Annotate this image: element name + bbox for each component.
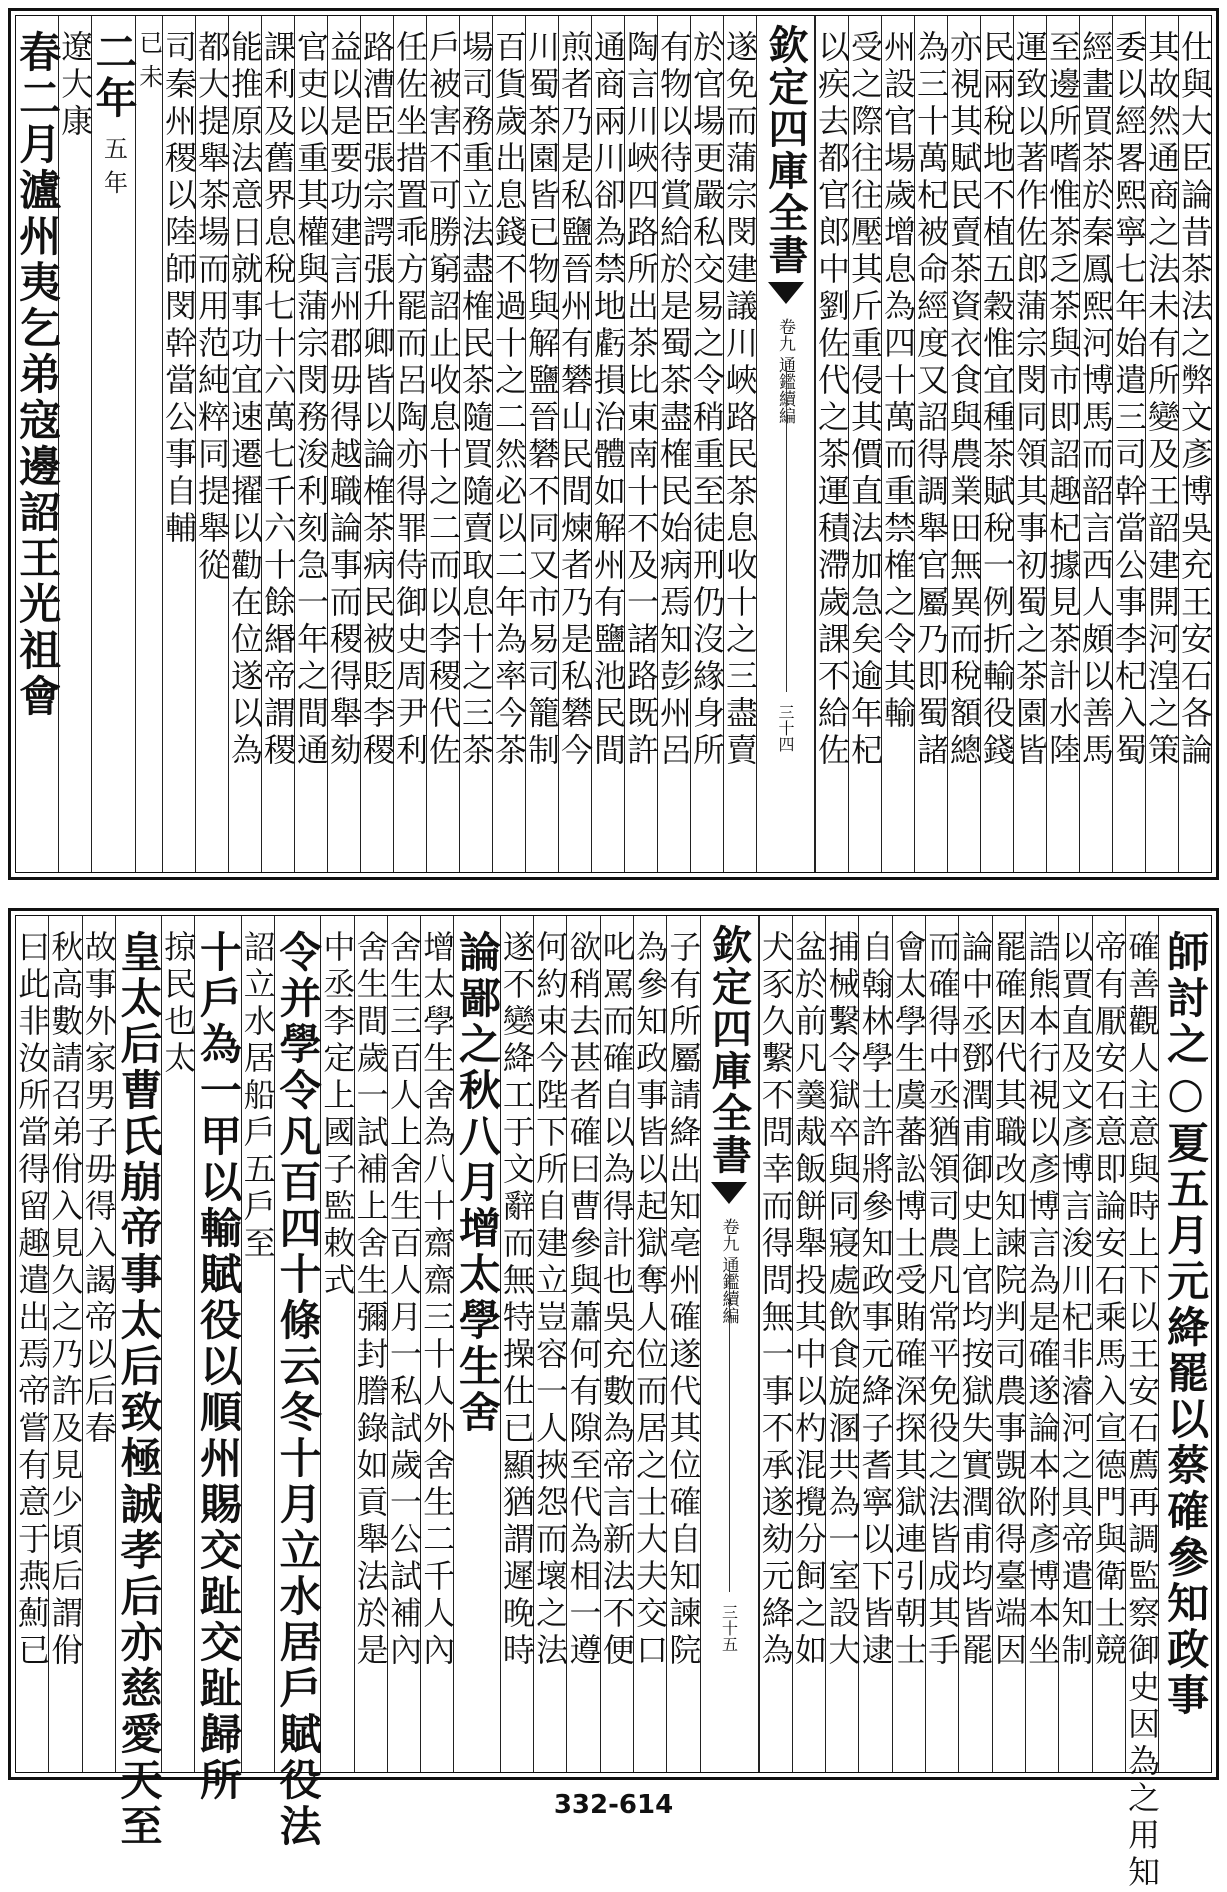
volume-label: 卷九	[718, 1218, 739, 1252]
text-column: 犬豕久繫不問幸而得問無一事不承遂劾元絳為	[759, 916, 792, 1772]
text-column: 中丞李定上國子監敕式	[320, 916, 353, 1772]
text-column: 亦視其賦民賣茶資衣食與農業田無異而稅額總	[947, 16, 980, 872]
text-column: 以賈直及文彥博言浚川杞非濬河之具帝遣知制	[1058, 916, 1091, 1772]
text-column: 為參知政事皆以起獄奪人位而居之士大夫交口	[633, 916, 666, 1772]
text-column: 有物以待賞給於是蜀茶盡榷民始病焉知彭州呂	[657, 16, 690, 872]
heading-column: 十戶為一甲以輸賦役以順州賜交趾交趾歸所	[194, 916, 240, 1772]
text-column: 運致以著作佐郎蒲宗閔同領其事初蜀之茶園皆	[1013, 16, 1046, 872]
text-column: 戶被害不可勝窮詔止收息十之二而以李稷代佐	[426, 16, 459, 872]
era-label: 五年	[99, 136, 128, 204]
text-column: 秋高數請召弟佾入見久之乃許及見少頃后謂佾	[48, 916, 81, 1772]
text-column: 經畫買茶於秦鳳熙河博馬而韶言西人頗以善馬	[1079, 16, 1112, 872]
heading-column	[13, 16, 63, 872]
entry-heading: 春二月瀘州夷乞弟寇邊詔王光祖會	[13, 30, 63, 720]
text-column: 任佐坐措置乖方罷而呂陶亦得罪侍御史周尹利	[393, 16, 426, 872]
text-column: 曰此非汝所當得留趣遣出焉帝嘗有意于燕薊已	[13, 930, 52, 1670]
text-column: 確善觀人主意與時上下以王安石薦再調監察御史因為之用知	[1125, 916, 1158, 1772]
year-column-corner: 已未	[135, 16, 162, 872]
text-column: 詔立水居船戶五戶至	[241, 916, 274, 1772]
folio-number: 三十五	[719, 1604, 739, 1652]
text-column: 於官場更嚴私交易之令稍重至徒刑仍沒緣身所	[690, 16, 723, 872]
text-column: 舍生三百人上舍生百人月一私試歲一公試補內	[387, 916, 420, 1772]
text-column: 川蜀茶園皆已物與解鹽晉礬不同又市易司籠制	[525, 16, 558, 872]
fish-tail-icon	[768, 282, 804, 304]
text-column: 而確得中丞猶領司農凡常平免役之法皆成其手	[925, 916, 958, 1772]
text-column: 會太學生虞蕃訟博士受賄確深探其獄連引朝士	[892, 916, 925, 1772]
text-column: 場司務重立法盡榷民茶隨買隨賣取息十之三茶	[459, 16, 492, 872]
text-column: 其故然通商之法未有所變及王韶建開河湟之策	[1145, 16, 1178, 872]
page-code: 332-614	[553, 1790, 674, 1820]
text-column: 益以是要功建言州郡毋得越職論事而稷得舉劾	[327, 16, 360, 872]
text-column: 能推原法意日就事功宜速遷擢以勸在位遂以為	[228, 16, 261, 872]
text-column: 民兩稅地不植五穀惟宜種茶賦稅一例折輸役錢	[980, 16, 1013, 872]
book-label: 通鑑續編	[775, 356, 795, 424]
heading-column: 論鄙之秋八月增太學生舍	[453, 916, 499, 1772]
text-column: 舍生間歲一試補上舍生彌封謄錄如貢舉法於是	[354, 916, 387, 1772]
book-label: 通鑑續編	[718, 1256, 739, 1324]
text-column: 自翰林學士許將參知政事元絳子耆寧以下皆逮	[858, 916, 891, 1772]
volume-label: 卷九	[775, 318, 795, 352]
text-column: 路漕臣張宗諤張升卿皆以論榷茶病民被貶李稷	[360, 16, 393, 872]
text-column: 州設官場歲增息為四十萬而重禁榷之令其輸	[881, 16, 914, 872]
text-column: 司秦州稷以陸師閔幹當公事自輔	[162, 16, 195, 872]
page-spine	[756, 16, 815, 872]
text-column: 受之際往往壓其斤重侵其價直法加急矣逾年杞	[848, 16, 881, 872]
text-column: 子有所屬請絳出知亳州確遂代其位確自知諫院	[666, 916, 699, 1772]
text-column: 捕械繫令獄卒與同寢處飲食旋溷共為一室設大	[825, 916, 858, 1772]
heading-column: 皇太后曹氏崩帝事太后致極誠孝后亦慈愛天至	[115, 916, 161, 1772]
text-column: 故事外家男子毋得入謁帝以后春	[82, 916, 115, 1772]
text-column: 為三十萬杞被命經度又詔得調舉官屬乃即蜀諸	[914, 16, 947, 872]
text-column: 誥熊本行視以彥博言為是確遂論本附彥博本坐	[1025, 916, 1058, 1772]
text-column: 至邊所嗜惟茶乏茶與市即詔趣杞據見茶計水陸	[1046, 16, 1079, 872]
text-column: 增太學生舍為八十齋齋三十人外舍生二千人內	[420, 916, 453, 1772]
text-column: 掠民也太	[161, 916, 194, 1772]
text-column: 通商兩川卻為禁地虧損治體如解州有鹽池民間	[591, 16, 624, 872]
text-column: 欲稍去甚者確曰曹參與蕭何有隙至代為相一遵	[566, 916, 599, 1772]
heading-column: 令并學令凡百四十條云冬十月立水居戶賦役法	[274, 916, 320, 1772]
year-label: 二年	[89, 30, 139, 122]
text-column: 盆於前凡羹胾飯餅舉投其中以杓混攪分飼之如	[792, 916, 825, 1772]
text-column: 煎者乃是私鹽晉州有礬山民間煉者乃是私礬今	[558, 16, 591, 872]
text-column: 百貨歲出息錢不過十之二然必以二年為率今茶	[492, 16, 525, 872]
text-column: 仕與大臣論昔茶法之弊文彥博吳充王安石各論	[1178, 16, 1211, 872]
era-column: 遼大康	[58, 16, 91, 872]
columns-top	[13, 16, 1214, 872]
text-column: 課利及舊界息稅七十六萬七千六十餘緡帝謂稷	[261, 16, 294, 872]
text-column: 何約束今陛下所自建立豈容一人挾怨而壞之法	[533, 916, 566, 1772]
text-column: 都大提舉茶場而用范純粹同提舉從	[195, 16, 228, 872]
folio-number: 三十四	[776, 704, 795, 752]
page-spine	[700, 916, 759, 1772]
text-column: 以疾去都官郎中劉佐代之茶運積滯歲課不給佐	[815, 16, 848, 872]
book-title: 欽定四庫全書	[762, 24, 809, 276]
year-column	[89, 16, 139, 872]
fish-tail-icon	[711, 1182, 747, 1204]
heading-column: 師討之○夏五月元絳罷以蔡確參知政事	[1158, 916, 1211, 1772]
text-column: 論中丞鄧潤甫御史上官均按獄失實潤甫均皆罷	[958, 916, 991, 1772]
text-column: 官吏以重其權與蒲宗閔務浚利刻急一年之間通	[294, 16, 327, 872]
text-column: 遂免而蒲宗閔建議川峽路民茶息收十之三盡賣	[723, 16, 756, 872]
text-column: 帝有厭安石意即論安石乘馬入宣德門與衛士競	[1092, 916, 1125, 1772]
text-column: 陶言川峽四路所出茶比東南十不及一諸路既許	[624, 16, 657, 872]
text-column: 委以經畧熙寧七年始遣三司幹當公事李杞入蜀	[1112, 16, 1145, 872]
book-title: 欽定四庫全書	[705, 924, 753, 1176]
text-column: 叱罵而確自以為得計也吳充數為帝言新法不便	[600, 916, 633, 1772]
text-column: 罷確因代其職改知諫院判司農事覬欲得臺端因	[992, 916, 1025, 1772]
page-top	[8, 8, 1219, 880]
text-column: 遂不變絳工于文辭而無特操仕已顯猶謂遲晚時	[500, 916, 533, 1772]
